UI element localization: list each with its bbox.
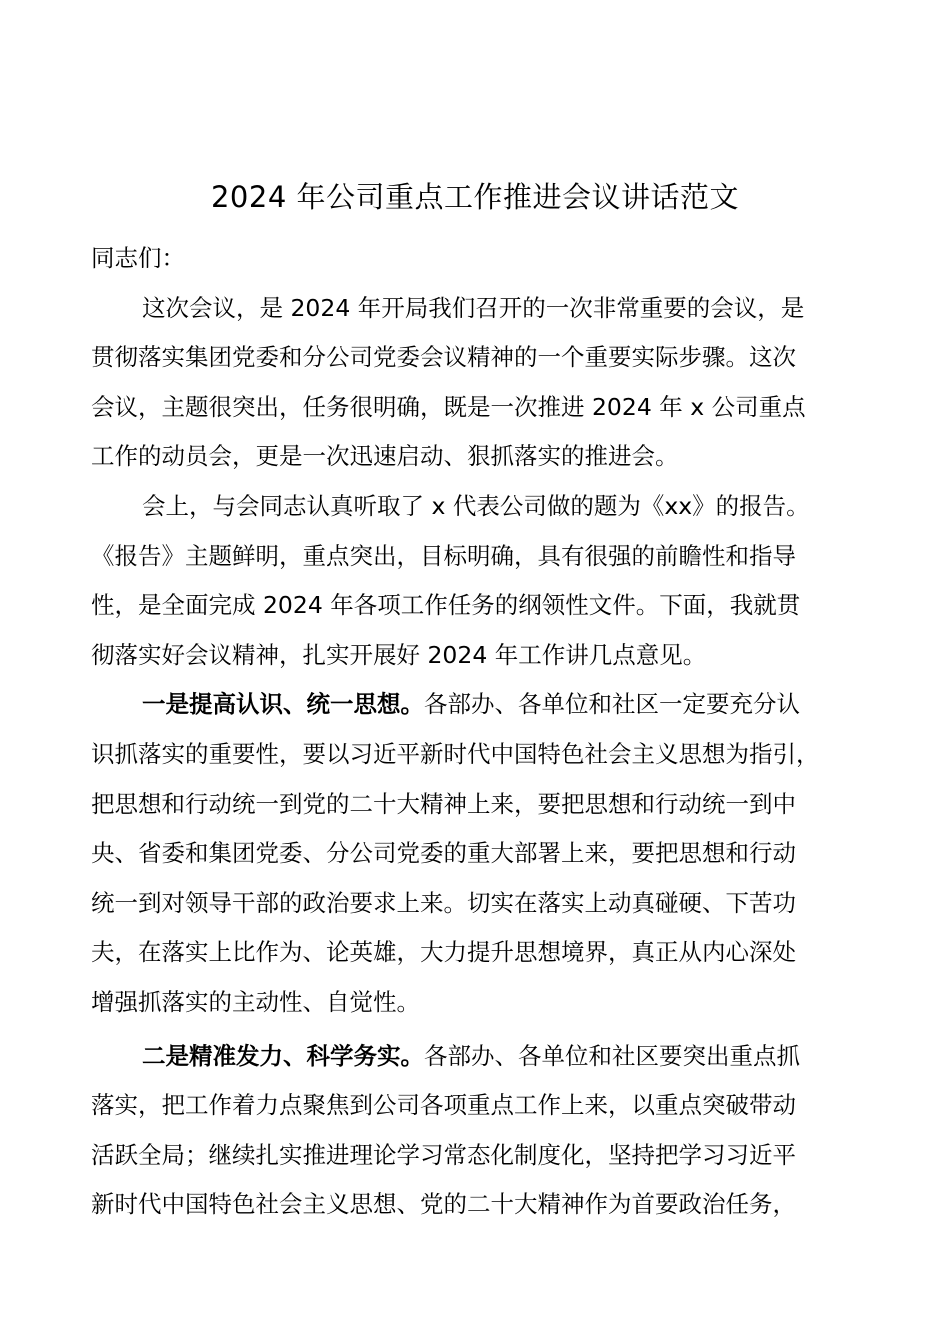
paragraph-line: 增强抓落实的主动性、自觉性。 (91, 987, 420, 1016)
paragraph-line: 识抓落实的重要性，要以习近平新时代中国特色社会主义思想为指引， (91, 739, 820, 768)
paragraph-line: 《报告》主题鲜明，重点突出，目标明确，具有很强的前瞻性和指导 (91, 541, 796, 570)
paragraph-line: 彻落实好会议精神，扎实开展好 2024 年工作讲几点意见。 (91, 640, 707, 669)
paragraph-heading: 二是精准发力、科学务实。 (142, 1041, 424, 1070)
paragraph-line: 统一到对领导干部的政治要求上来。切实在落实上动真碰硬、下苦功 (91, 888, 796, 917)
paragraph-line: 会上，与会同志认真听取了 x 代表公司做的题为《xx》的报告。 (142, 491, 810, 520)
paragraph-line: 把思想和行动统一到党的二十大精神上来，要把思想和行动统一到中 (91, 789, 796, 818)
paragraph-1 (91, 284, 861, 482)
paragraph-line: 落实，把工作着力点聚焦到公司各项重点工作上来，以重点突破带动 (91, 1091, 796, 1120)
paragraph-line: 贯彻落实集团党委和分公司党委会议精神的一个重要实际步骤。这次 (91, 343, 796, 372)
paragraph-heading: 一是提高认识、统一思想。 (142, 690, 424, 719)
document-title: 2024 年公司重点工作推进会议讲话范文 (210, 180, 740, 214)
paragraph-first-line (91, 1032, 861, 1082)
paragraph-4 (91, 1032, 861, 1230)
salutation: 同志们： (91, 244, 185, 272)
paragraph-text: 各部办、各单位和社区一定要充分认 (424, 690, 800, 719)
paragraph-line: 性，是全面完成 2024 年各项工作任务的纲领性文件。下面，我就贯 (91, 591, 801, 620)
paragraph-2 (91, 482, 861, 680)
paragraph-3 (91, 680, 861, 1027)
document-body (91, 234, 861, 1230)
paragraph-text: 各部办、各单位和社区要突出重点抓 (424, 1041, 800, 1070)
paragraph-line: 这次会议，是 2024 年开局我们召开的一次非常重要的会议，是 (142, 293, 805, 322)
paragraph-line: 活跃全局；继续扎实推进理论学习常态化制度化，坚持把学习习近平 (91, 1140, 796, 1169)
paragraph-first-line (91, 680, 861, 730)
paragraph-line: 工作的动员会，更是一次迅速启动、狠抓落实的推进会。 (91, 442, 679, 471)
paragraph-line: 央、省委和集团党委、分公司党委的重大部署上来，要把思想和行动 (91, 839, 796, 868)
paragraph-line: 夫，在落实上比作为、论英雄，大力提升思想境界，真正从内心深处 (91, 938, 796, 967)
paragraph-line: 会议，主题很突出，任务很明确，既是一次推进 2024 年 x 公司重点 (91, 392, 806, 421)
paragraph-line: 新时代中国特色社会主义思想、党的二十大精神作为首要政治任务， (91, 1190, 796, 1219)
